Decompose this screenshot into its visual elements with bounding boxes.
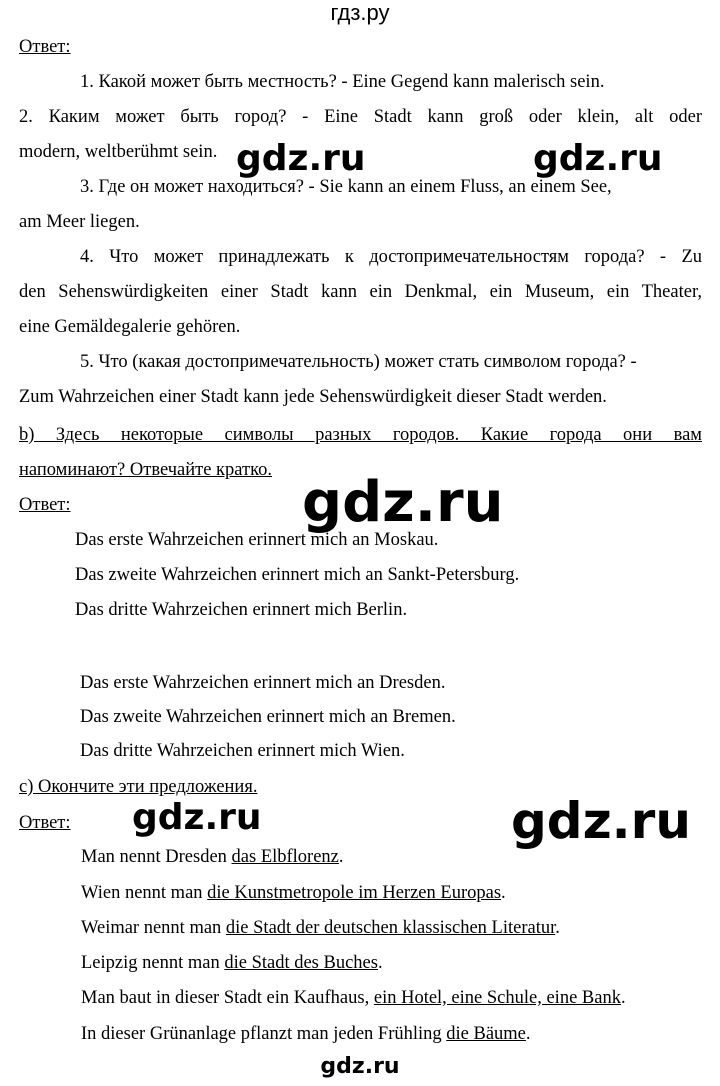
task-b-line-2: напоминают? Отвечайте кратко.: [19, 460, 273, 480]
sentence-suffix: .: [338, 847, 344, 867]
sentence-prefix: Leipzig nennt man: [81, 953, 225, 973]
sentence-fill: die Kunstmetropole im Herzen Europas: [207, 883, 502, 903]
answer-label: Ответ:: [19, 37, 71, 57]
completion-item-4: [81, 952, 383, 974]
answer-item-4-line-2: den Sehenswürdigkeiten einer Stadt kann ein Denkmal, ein Museum, ein Theater,: [19, 282, 702, 302]
completion-item-6: [81, 1023, 531, 1045]
watermark: gdz.ru: [132, 797, 262, 838]
completion-item-3: [81, 917, 560, 939]
sentence-prefix: Weimar nennt man: [81, 918, 226, 938]
answer-item-2-line-1: 2. Каким может быть город? - Eine Stadt kann groß oder klein, alt oder: [19, 107, 702, 127]
answer-label: Ответ:: [19, 495, 71, 515]
completion-item-2: [81, 882, 506, 904]
sentence-prefix: Man nennt Dresden: [81, 847, 232, 867]
sentence-fill: die Bäume: [446, 1024, 526, 1044]
answer-item-3-line-2: am Meer liegen.: [19, 212, 140, 232]
answer-b-3: Das dritte Wahrzeichen erinnert mich Berlin.: [75, 600, 408, 620]
answer-b-6: Das dritte Wahrzeichen erinnert mich Wien.: [80, 741, 405, 761]
answer-item-4-line-1: 4. Что может принадлежать к достопримечательностям города? - Zu: [80, 247, 702, 267]
answer-item-1: 1. Какой может быть местность? - Eine Gegend kann malerisch sein.: [80, 72, 605, 92]
sentence-suffix: .: [525, 1024, 531, 1044]
answer-b-4: Das erste Wahrzeichen erinnert mich an Dresden.: [80, 673, 446, 693]
sentence-fill: das Elbflorenz: [231, 847, 339, 867]
answer-b-1: Das erste Wahrzeichen erinnert mich an Moskau.: [75, 530, 439, 550]
answer-item-5-line-2: Zum Wahrzeichen einer Stadt kann jede Sehenswürdigkeit dieser Stadt werden.: [19, 387, 607, 407]
task-b-line-1: b) Здесь некоторые символы разных городов. Какие города они вам: [19, 425, 702, 445]
answer-b-5: Das zweite Wahrzeichen erinnert mich an Bremen.: [80, 707, 456, 727]
sentence-prefix: In dieser Grünanlage pflanzt man jeden Frühling: [81, 1024, 447, 1044]
sentence-prefix: Wien nennt man: [81, 883, 208, 903]
sentence-suffix: .: [620, 988, 626, 1008]
answer-label: Ответ:: [19, 813, 71, 833]
completion-item-5: [81, 987, 626, 1009]
watermark: gdz.ru: [302, 470, 504, 535]
answer-item-4-line-3: eine Gemäldegalerie gehören.: [19, 317, 241, 337]
answer-item-2-line-2: modern, weltberühmt sein.: [19, 142, 218, 162]
answer-b-2: Das zweite Wahrzeichen erinnert mich an Sankt-Petersburg.: [75, 565, 520, 585]
answer-item-3-line-1: 3. Где он может находиться? - Sie kann an einem Fluss, an einem See,: [80, 177, 612, 197]
sentence-suffix: .: [555, 918, 560, 938]
sentence-prefix: Man baut in dieser Stadt ein Kaufhaus,: [81, 988, 374, 1008]
sentence-fill: die Stadt der deutschen klassischen Literatur: [225, 918, 556, 938]
answer-item-5-line-1: 5. Что (какая достопримечательность) может стать символом города? -: [80, 352, 637, 372]
watermark: gdz.ru: [533, 138, 663, 179]
sentence-fill: die Stadt des Buches: [224, 953, 378, 973]
sentence-fill: ein Hotel, eine Schule, eine Bank: [373, 988, 621, 1008]
site-footer: gdz.ru: [320, 1054, 400, 1079]
task-c: c) Окончите эти предложения.: [19, 777, 258, 797]
completion-item-1: [81, 846, 344, 868]
sentence-suffix: .: [377, 953, 383, 973]
sentence-suffix: .: [501, 883, 506, 903]
watermark: gdz.ru: [236, 138, 366, 179]
watermark: gdz.ru: [511, 792, 691, 850]
site-header: гдз.ру: [330, 0, 390, 25]
